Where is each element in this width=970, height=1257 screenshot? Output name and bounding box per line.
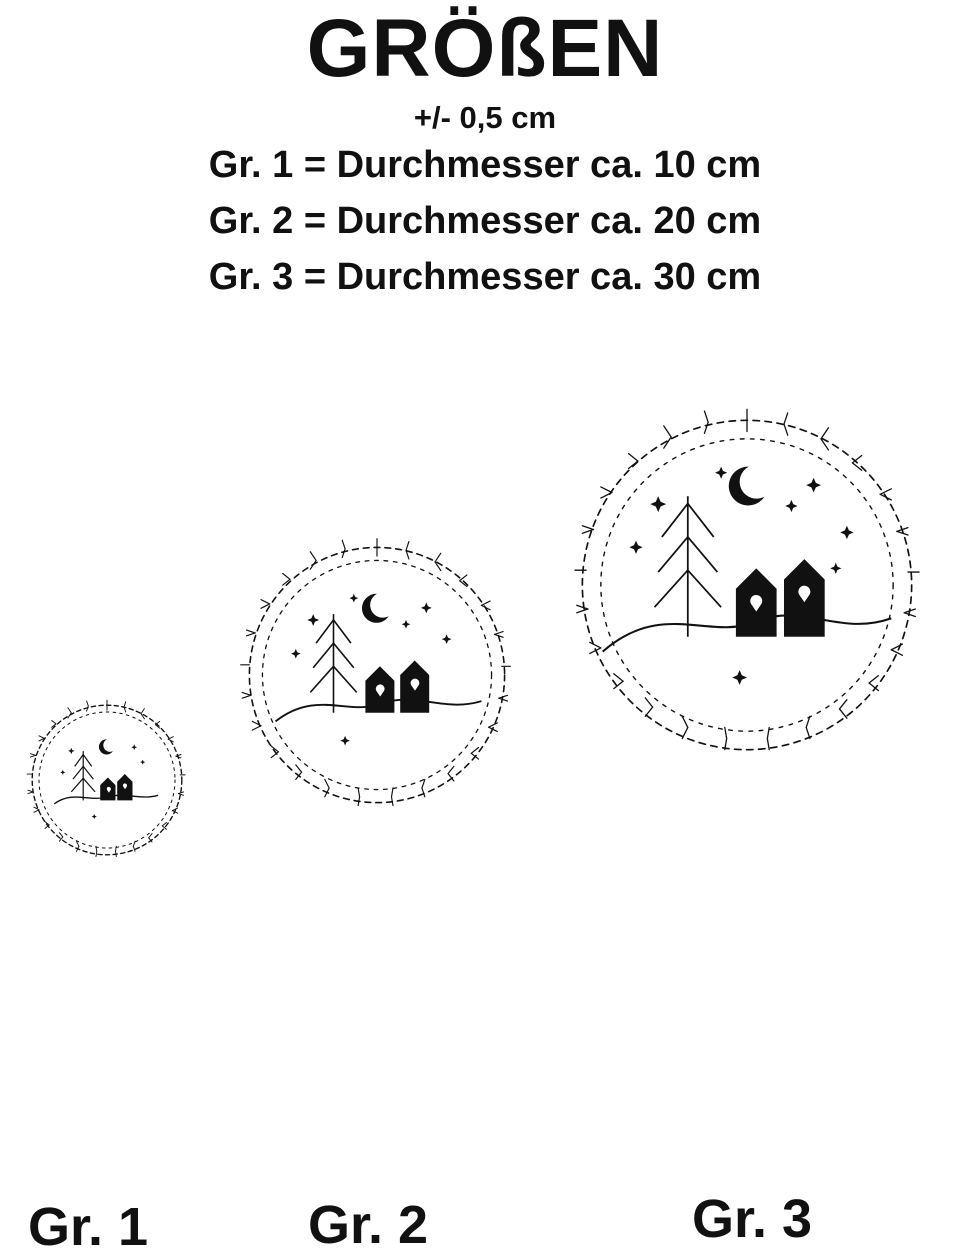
wreath-icon-gr-1: [22, 695, 192, 865]
figure-caption-gr-2: Gr. 2: [308, 1195, 429, 1255]
figures-area: [0, 380, 970, 1257]
figure-caption-gr-1: Gr. 1: [28, 1197, 149, 1257]
wreath-figure-gr-3: [562, 400, 932, 770]
winter-scene-gr-2: [276, 594, 482, 746]
winter-scene-gr-3: [603, 467, 892, 685]
figure-caption-gr-3: Gr. 3: [692, 1189, 813, 1249]
wreath-icon-gr-2: [232, 530, 522, 820]
tolerance-note: +/- 0,5 cm: [413, 100, 557, 135]
winter-scene-gr-1: [54, 739, 158, 819]
wreath-figure-gr-1: [22, 695, 192, 865]
size-list: [0, 138, 970, 306]
wreath-figure-gr-2: [232, 530, 522, 820]
wreath-icon-gr-3: [562, 400, 932, 770]
size-line-1: Gr. 1 = Durchmesser ca. 10 cm: [208, 144, 762, 186]
size-line-2: Gr. 2 = Durchmesser ca. 20 cm: [208, 199, 762, 242]
page-title: GRÖßEN: [306, 3, 664, 94]
size-line-3: Gr. 3 = Durchmesser ca. 30 cm: [208, 255, 762, 298]
